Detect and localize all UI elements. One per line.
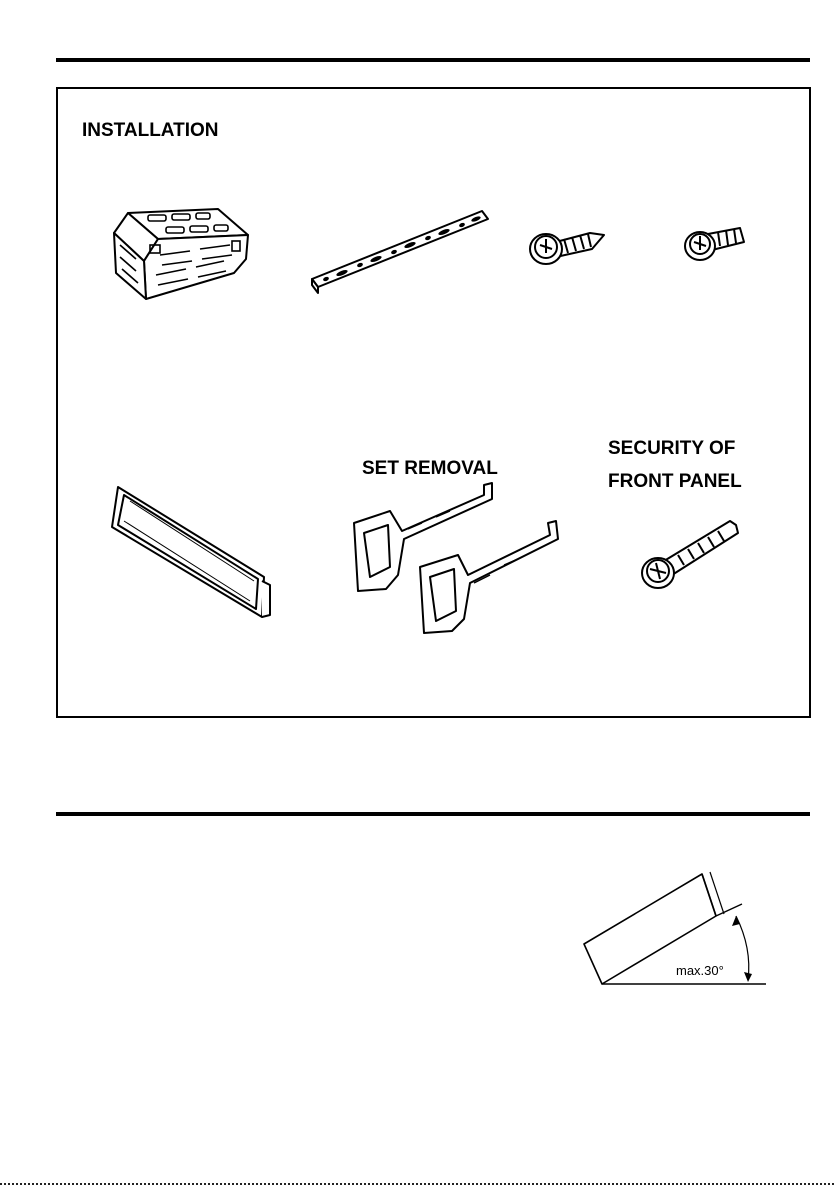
page-bottom-edge [0,1183,834,1185]
mounting-sleeve-icon [110,205,260,305]
security-label-line1: SECURITY OF [608,438,736,459]
supplied-parts-box [56,87,811,718]
machine-screw-icon [678,218,758,268]
security-screw-icon [636,517,746,593]
security-label-line2: FRONT PANEL [608,471,742,492]
angle-label: max.30° [676,963,724,978]
trim-frame-icon [104,483,280,625]
removal-keys-icon [346,483,572,635]
top-rule [56,58,810,62]
middle-rule [56,812,810,816]
metal-strap-icon [306,207,496,299]
self-tapping-screw-icon [524,219,610,271]
installation-heading: INSTALLATION [82,120,219,141]
set-removal-label: SET REMOVAL [362,458,498,479]
mounting-angle-diagram [570,868,770,992]
